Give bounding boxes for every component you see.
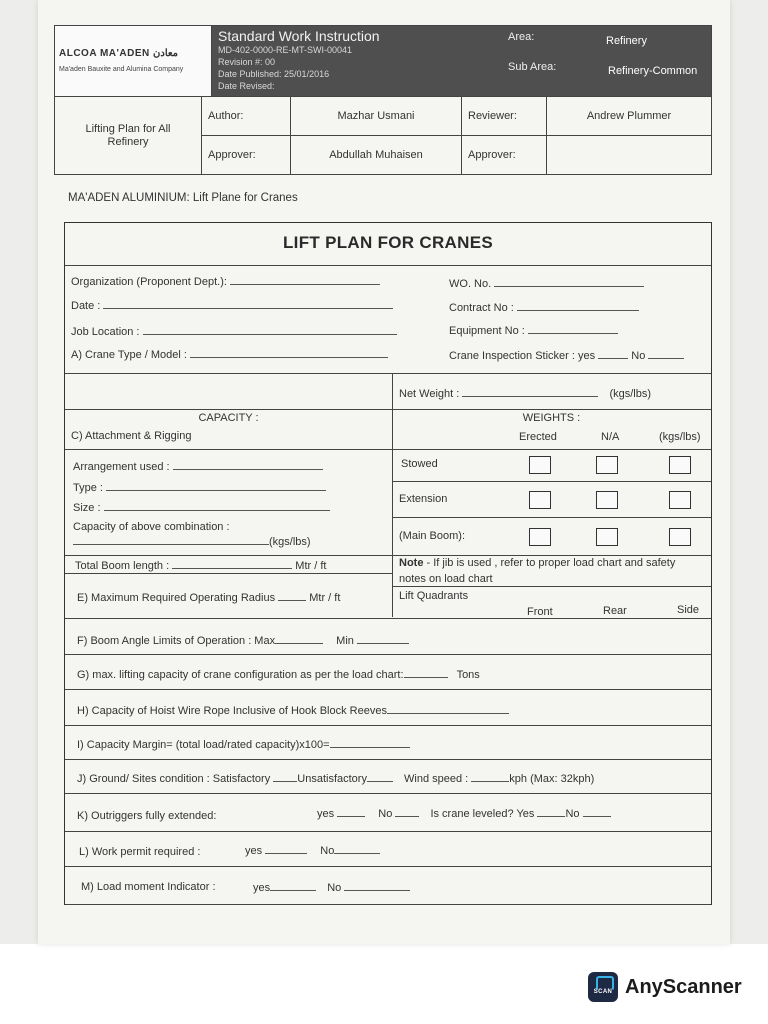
outriggers-options[interactable] [317, 807, 611, 820]
area-value: Refinery [606, 35, 647, 47]
revision: Revision #: 00 [218, 57, 276, 67]
stowed-na-checkbox[interactable] [596, 456, 618, 474]
author-label: Author: [202, 97, 290, 136]
date-published: Date Published: 25/01/2016 [218, 69, 330, 79]
note-bold: Note [399, 557, 424, 569]
boom-length-field[interactable] [75, 559, 326, 572]
equipment-label: Equipment No : [449, 325, 525, 337]
divider [65, 654, 711, 655]
wind-speed-label: Wind speed : [404, 773, 469, 785]
contract-field[interactable] [449, 301, 639, 314]
main-boom-erected-checkbox[interactable] [529, 528, 551, 546]
main-boom-weight-box[interactable] [669, 528, 691, 546]
lift-plan-form [64, 222, 712, 905]
boom-angle-label: F) Boom Angle Limits of Operation : Max [77, 635, 276, 647]
approver2-label: Approver: [468, 149, 516, 161]
capacity-unit: (kgs/lbs) [269, 536, 311, 548]
job-location-label: Job Location : [71, 326, 140, 338]
ground-condition-label: J) Ground/ Sites condition : Satisfactory [77, 773, 271, 785]
load-moment-options[interactable] [253, 881, 410, 894]
capacity-margin-label: I) Capacity Margin= (total load/rated capacity)x100= [77, 739, 330, 751]
hoist-capacity-label: H) Capacity of Hoist Wire Rope Inclusive of Hook Block Reeves [77, 705, 387, 717]
divider [65, 573, 392, 574]
rear-label: Rear [603, 605, 627, 617]
date-revised: Date Revised: [218, 81, 275, 91]
jib-note-line2: notes on load chart [399, 573, 493, 585]
main-boom-label: (Main Boom): [399, 530, 466, 542]
divider [65, 409, 711, 410]
document-title-cell [55, 97, 202, 174]
size-label: Size : [73, 502, 101, 514]
author-approver-labels [202, 97, 291, 174]
work-permit-label: L) Work permit required : [79, 846, 201, 858]
divider [65, 618, 711, 619]
yes-label: yes [245, 845, 263, 857]
boom-length-label: Total Boom length : [75, 560, 170, 572]
max-lifting-field[interactable] [77, 668, 480, 681]
reviewer-value: Andrew Plummer [547, 97, 711, 136]
logo-text: ALCOA MA'ADEN معادن [59, 48, 179, 59]
header-banner [212, 26, 711, 96]
divider [65, 725, 711, 726]
job-location-field[interactable] [71, 325, 397, 338]
logo-subtitle: Ma'aden Bauxite and Alumina Company [59, 66, 184, 73]
no-label: No [378, 808, 393, 820]
form-title: LIFT PLAN FOR CRANES [283, 233, 493, 252]
divider [65, 831, 711, 832]
na-header: N/A [601, 431, 620, 443]
load-moment-label: M) Load moment Indicator : [81, 881, 216, 893]
divider [65, 555, 711, 556]
divider [65, 793, 711, 794]
document-number: MD-402-0000-RE-MT-SWI-00041 [218, 45, 353, 55]
attachment-heading: C) Attachment & Rigging [71, 430, 192, 442]
net-weight-label: Net Weight : [399, 388, 460, 400]
operating-radius-label: E) Maximum Required Operating Radius [77, 592, 276, 604]
reviewer-labels [462, 97, 547, 174]
radius-unit: Mtr / ft [309, 592, 341, 604]
subarea-label: Sub Area: [508, 61, 557, 73]
crane-type-label: A) Crane Type / Model : [71, 349, 187, 361]
kgs-lbs-header: (kgs/lbs) [659, 431, 701, 443]
reviewer-label: Reviewer: [462, 97, 546, 136]
capacity-combination-label: Capacity of above combination : [73, 521, 230, 533]
form-caption: MA'ADEN ALUMINIUM: Lift Plane for Cranes [68, 192, 298, 204]
divider [65, 689, 711, 690]
net-weight-unit: (kgs/lbs) [609, 388, 652, 400]
max-lifting-label: G) max. lifting capacity of crane configuration as per the load chart: [77, 669, 404, 681]
capacity-heading: CAPACITY : [198, 412, 259, 424]
lift-quadrants-label: Lift Quadrants [399, 590, 469, 602]
size-field[interactable] [73, 501, 330, 514]
reviewer-values [547, 97, 711, 174]
no-label: No [327, 882, 342, 894]
weights-heading: WEIGHTS : [522, 412, 581, 424]
approver-value: Abdullah Muhaisen [329, 149, 423, 161]
capacity-combination-field[interactable] [73, 535, 311, 548]
stowed-erected-checkbox[interactable] [529, 456, 551, 474]
extension-weight-box[interactable] [669, 491, 691, 509]
arrangement-label: Arrangement used : [73, 461, 170, 473]
boom-angle-field[interactable] [77, 634, 409, 647]
divider [65, 759, 711, 760]
divider [65, 904, 711, 905]
no-label: No [320, 845, 335, 857]
front-label: Front [527, 606, 553, 618]
wind-limit-label: kph (Max: 32kph) [509, 773, 595, 785]
type-field[interactable] [73, 481, 326, 494]
approver2-value [547, 136, 711, 174]
date-field[interactable] [71, 299, 393, 312]
main-boom-na-checkbox[interactable] [596, 528, 618, 546]
note-text: - If jib is used , refer to proper load chart and safety [423, 557, 676, 569]
divider [392, 517, 711, 518]
document-title: Lifting Plan for All Refinery [85, 122, 171, 148]
no-label: No [565, 808, 580, 820]
extension-label: Extension [399, 493, 448, 505]
type-label: Type : [73, 482, 103, 494]
wo-label: WO. No. [449, 278, 492, 290]
operating-radius-field[interactable] [77, 591, 340, 604]
author-value: Mazhar Usmani [291, 97, 461, 136]
author-approver-values [291, 97, 462, 174]
scanner-icon-label: SCAN [593, 989, 613, 995]
divider [65, 373, 711, 374]
arrangement-field[interactable] [73, 460, 323, 473]
area-label: Area: [508, 31, 535, 43]
capacity-margin-field[interactable] [77, 738, 410, 751]
no-label: No [631, 350, 646, 362]
equipment-field[interactable] [449, 324, 618, 337]
divider [65, 449, 711, 450]
document-type: Standard Work Instruction [218, 28, 380, 44]
work-permit-options[interactable] [245, 844, 380, 857]
inspection-label: Crane Inspection Sticker : yes [449, 350, 596, 362]
stowed-weight-box[interactable] [669, 456, 691, 474]
approver-label: Approver: [208, 149, 256, 161]
jib-note [399, 557, 675, 569]
organization-label: Organization (Proponent Dept.): [71, 276, 227, 288]
yes-label: yes [317, 808, 335, 820]
scanner-brand: AnyScanner [625, 975, 742, 998]
divider [392, 586, 711, 587]
ground-condition-field[interactable] [77, 772, 594, 785]
net-weight-field[interactable] [399, 387, 651, 400]
divider [65, 866, 711, 867]
date-label: Date : [71, 300, 101, 312]
boom-angle-min-label: Min [336, 635, 354, 647]
divider [65, 265, 711, 266]
company-logo [55, 26, 212, 96]
unsatisfactory-label: Unsatisfactory [297, 773, 367, 785]
crane-leveled-label: Is crane leveled? Yes [430, 808, 535, 820]
divider [392, 481, 711, 482]
outriggers-label: K) Outriggers fully extended: [77, 810, 217, 822]
inspection-sticker-field[interactable] [449, 349, 684, 362]
scanner-app-icon [588, 972, 618, 1002]
organization-field[interactable] [71, 275, 380, 288]
extension-erected-checkbox[interactable] [529, 491, 551, 509]
boom-length-unit: Mtr / ft [295, 560, 327, 572]
contract-label: Contract No : [449, 302, 514, 314]
side-label: Side [677, 604, 700, 616]
hoist-capacity-field[interactable] [77, 704, 509, 717]
erected-header: Erected [519, 431, 557, 443]
tons-label: Tons [456, 669, 480, 681]
subarea-value: Refinery-Common [608, 65, 698, 77]
wo-field[interactable] [449, 277, 644, 290]
stowed-label: Stowed [401, 458, 438, 470]
extension-na-checkbox[interactable] [596, 491, 618, 509]
yes-label: yes [253, 882, 271, 894]
anyscanner-watermark [588, 972, 742, 1002]
document-header [54, 25, 712, 175]
crane-type-field[interactable] [71, 348, 388, 361]
